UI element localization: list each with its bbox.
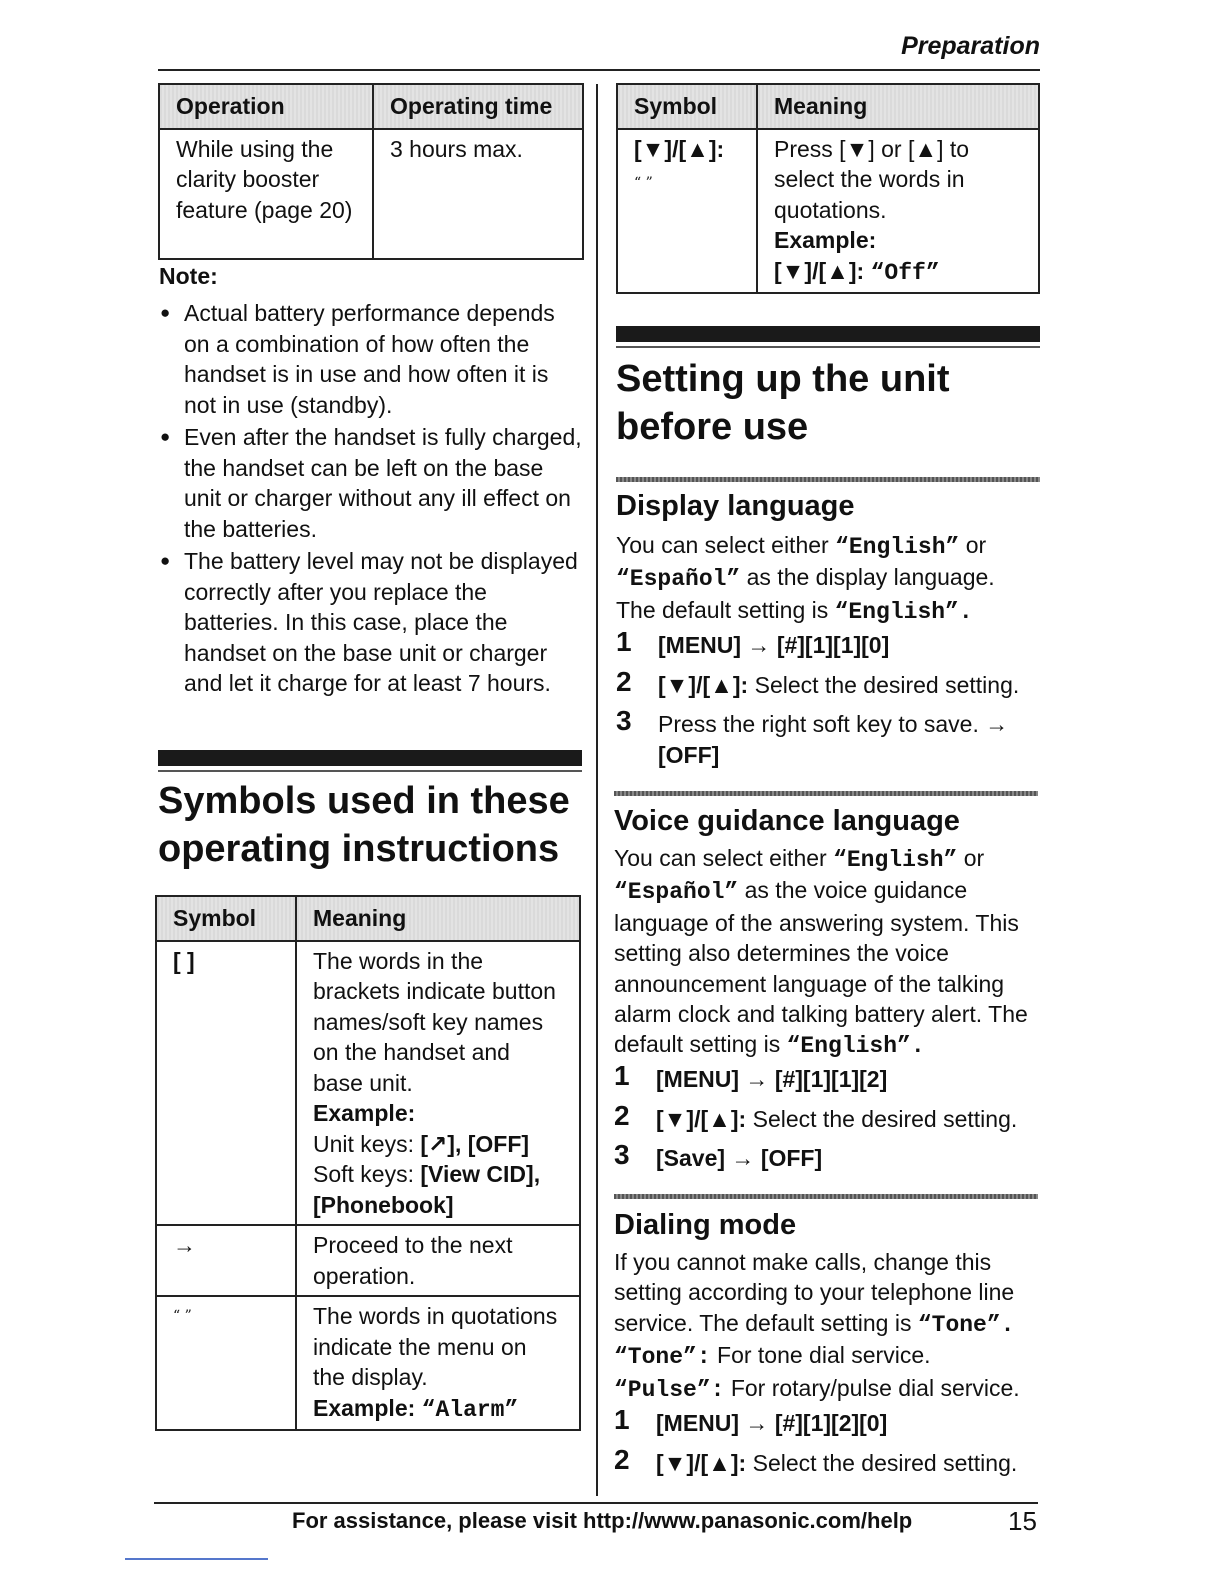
voice-guidance-title: Voice guidance language: [614, 805, 960, 837]
tone-label: “Tone”:: [614, 1344, 711, 1371]
dialing-mode-steps: [614, 1404, 1038, 1487]
step-text: [Save] → [OFF]: [656, 1145, 823, 1171]
step-item: [616, 626, 1036, 661]
step-text: [MENU] → [#][1][1][2]: [656, 1066, 888, 1092]
symbol-cell: →: [156, 1225, 296, 1296]
meaning-text: The words in quotations indicate the menu on the display.: [313, 1303, 558, 1390]
text-span: You can select either: [614, 845, 827, 871]
pulse-label: “Pulse”:: [614, 1376, 725, 1403]
table-row: [156, 1296, 580, 1430]
option-espanol: “Español”: [616, 566, 741, 593]
text-span: or: [963, 845, 985, 871]
option-english: “English”: [835, 534, 960, 560]
unit-keys-value: [↗], [OFF]: [420, 1130, 530, 1157]
step-number: 3: [616, 705, 632, 736]
display-language-steps: [616, 626, 1036, 779]
section-rule: [158, 750, 582, 766]
pulse-desc: For rotary/pulse dial service.: [730, 1374, 1020, 1401]
note-item: ● Actual battery performance depends on a combination of how often the handset is in use and how often it is not in use (standby).: [159, 298, 584, 420]
column-divider: [596, 84, 598, 1496]
table-header-row: [159, 84, 583, 129]
table-header-row: [156, 896, 580, 941]
step-number: 1: [616, 626, 632, 657]
subsection-rule: [614, 791, 1038, 796]
step-item: [614, 1139, 1038, 1174]
table-row: [156, 1225, 580, 1296]
symbols-section-title: Symbols used in these operating instructions: [158, 780, 570, 870]
step-key: [OFF]: [658, 741, 720, 768]
step-text: Select the desired setting.: [752, 1105, 1018, 1132]
step-item: [614, 1443, 1038, 1479]
table-header-row: [617, 84, 1039, 129]
symbol-cell: “ ”: [156, 1296, 296, 1430]
option-espanol: “Español”: [614, 879, 739, 906]
symbol-cell: [ ]: [156, 941, 296, 1226]
soft-keys-value: [View CID], [Phonebook]: [313, 1161, 541, 1218]
display-language-title: Display language: [616, 490, 855, 522]
header-divider: [158, 69, 1040, 71]
step-item: [616, 705, 1036, 770]
meaning-cell: [296, 941, 580, 1226]
step-item: [614, 1060, 1038, 1095]
table-cell: While using the clarity booster feature (page 20): [159, 129, 373, 259]
example-keys: [▼]/[▲]:: [774, 257, 865, 284]
note-item: ● Even after the handset is fully charged, the handset can be left on the base unit or charger without any ill effect on the batteries.: [159, 422, 584, 544]
symbol-table-right: [616, 83, 1040, 294]
note-list: [159, 298, 584, 701]
note-label: Note:: [159, 263, 218, 289]
step-number: 2: [614, 1443, 630, 1475]
soft-keys-label: Soft keys:: [313, 1161, 414, 1187]
footer-divider: [154, 1502, 1038, 1504]
voice-guidance-text: [614, 843, 1038, 1062]
table-header-cell: Meaning: [757, 84, 1039, 129]
option-english: “English”: [833, 847, 958, 873]
step-number: 1: [614, 1404, 630, 1435]
text-span: The default setting is: [616, 596, 829, 623]
step-number: 2: [614, 1099, 630, 1131]
step-item: [616, 665, 1036, 701]
example-label: Example:: [313, 1100, 416, 1126]
symbol-main: [▼]/[▲]:: [634, 135, 725, 162]
text-span: or: [965, 532, 987, 558]
step-text: Select the desired setting.: [752, 1449, 1018, 1476]
table-header-cell: Operation: [159, 84, 373, 129]
text-span: If you cannot make calls, change this setting according to your telephone line service. The default setting is: [614, 1249, 1015, 1336]
table-cell: 3 hours max.: [373, 129, 583, 259]
default-value: “English”.: [834, 598, 973, 625]
default-value: “English”.: [786, 1033, 925, 1060]
table-header-cell: Symbol: [156, 896, 296, 941]
text-span: You can select either: [616, 532, 829, 558]
subsection-rule: [614, 1194, 1038, 1199]
step-item: [614, 1404, 1038, 1439]
meaning-text: The words in the brackets indicate button names/soft key names on the handset and base unit.: [313, 947, 556, 1096]
step-item: [614, 1099, 1038, 1135]
step-text: Press the right soft key to save. →: [658, 711, 1009, 737]
symbol-sub: “ ”: [634, 175, 653, 191]
text-span: as the display language.: [746, 564, 995, 591]
footer-help-text: For assistance, please visit http://www.panasonic.com/help: [292, 1508, 913, 1533]
meaning-cell: Proceed to the next operation.: [296, 1225, 580, 1296]
bottom-link-underline: [125, 1558, 268, 1560]
step-text: Select the desired setting.: [754, 671, 1020, 698]
step-number: 3: [614, 1139, 630, 1170]
table-header-cell: Meaning: [296, 896, 580, 941]
step-text: [MENU] → [#][1][2][0]: [656, 1410, 888, 1436]
page-number: 15: [1008, 1506, 1037, 1536]
symbols-table: [155, 895, 581, 1431]
meaning-cell: [296, 1296, 580, 1430]
step-number: 2: [616, 665, 632, 697]
voice-guidance-steps: [614, 1060, 1038, 1183]
example-label: Example:: [774, 227, 877, 253]
step-keys: [▼]/[▲]:: [658, 671, 749, 698]
symbol-cell: [617, 129, 757, 294]
text-span: as the voice guidance language of the answering system. This setting also determines the voice announcement language of the talking alarm clock and talking battery alert. The default setting is: [614, 877, 1028, 1058]
meaning-text: Press [▼] or [▲] to select the words in quotations.: [774, 135, 970, 223]
example-label: Example:: [313, 1394, 416, 1421]
dialing-mode-title: Dialing mode: [614, 1209, 797, 1241]
subsection-rule: [616, 477, 1040, 482]
section-rule: [616, 326, 1040, 342]
table-row: [617, 129, 1039, 294]
table-row: [159, 129, 583, 259]
page-section-header: Preparation: [901, 32, 1040, 60]
display-language-text: [616, 530, 1036, 627]
step-text: [MENU] → [#][1][1][0]: [658, 632, 890, 658]
setup-section-title: Setting up the unit before use: [616, 358, 950, 448]
default-value: “Tone”.: [917, 1311, 1015, 1338]
example-value: “Off”: [870, 259, 940, 286]
tone-desc: For tone dial service.: [717, 1342, 931, 1369]
step-keys: [▼]/[▲]:: [656, 1105, 747, 1132]
example-value: “Alarm”: [421, 1396, 519, 1423]
step-keys: [▼]/[▲]:: [656, 1449, 747, 1476]
operation-table: [158, 83, 584, 260]
step-number: 1: [614, 1060, 630, 1091]
table-header-cell: Symbol: [617, 84, 757, 129]
dialing-mode-text: [614, 1247, 1038, 1405]
meaning-cell: [757, 129, 1039, 294]
unit-keys-label: Unit keys:: [313, 1130, 414, 1157]
table-row: [156, 941, 580, 1226]
note-item: ● The battery level may not be displayed correctly after you replace the batteries. In this case, place the handset on the base unit or charger and let it charge for at least 7 hours.: [159, 546, 584, 699]
table-header-cell: Operating time: [373, 84, 583, 129]
